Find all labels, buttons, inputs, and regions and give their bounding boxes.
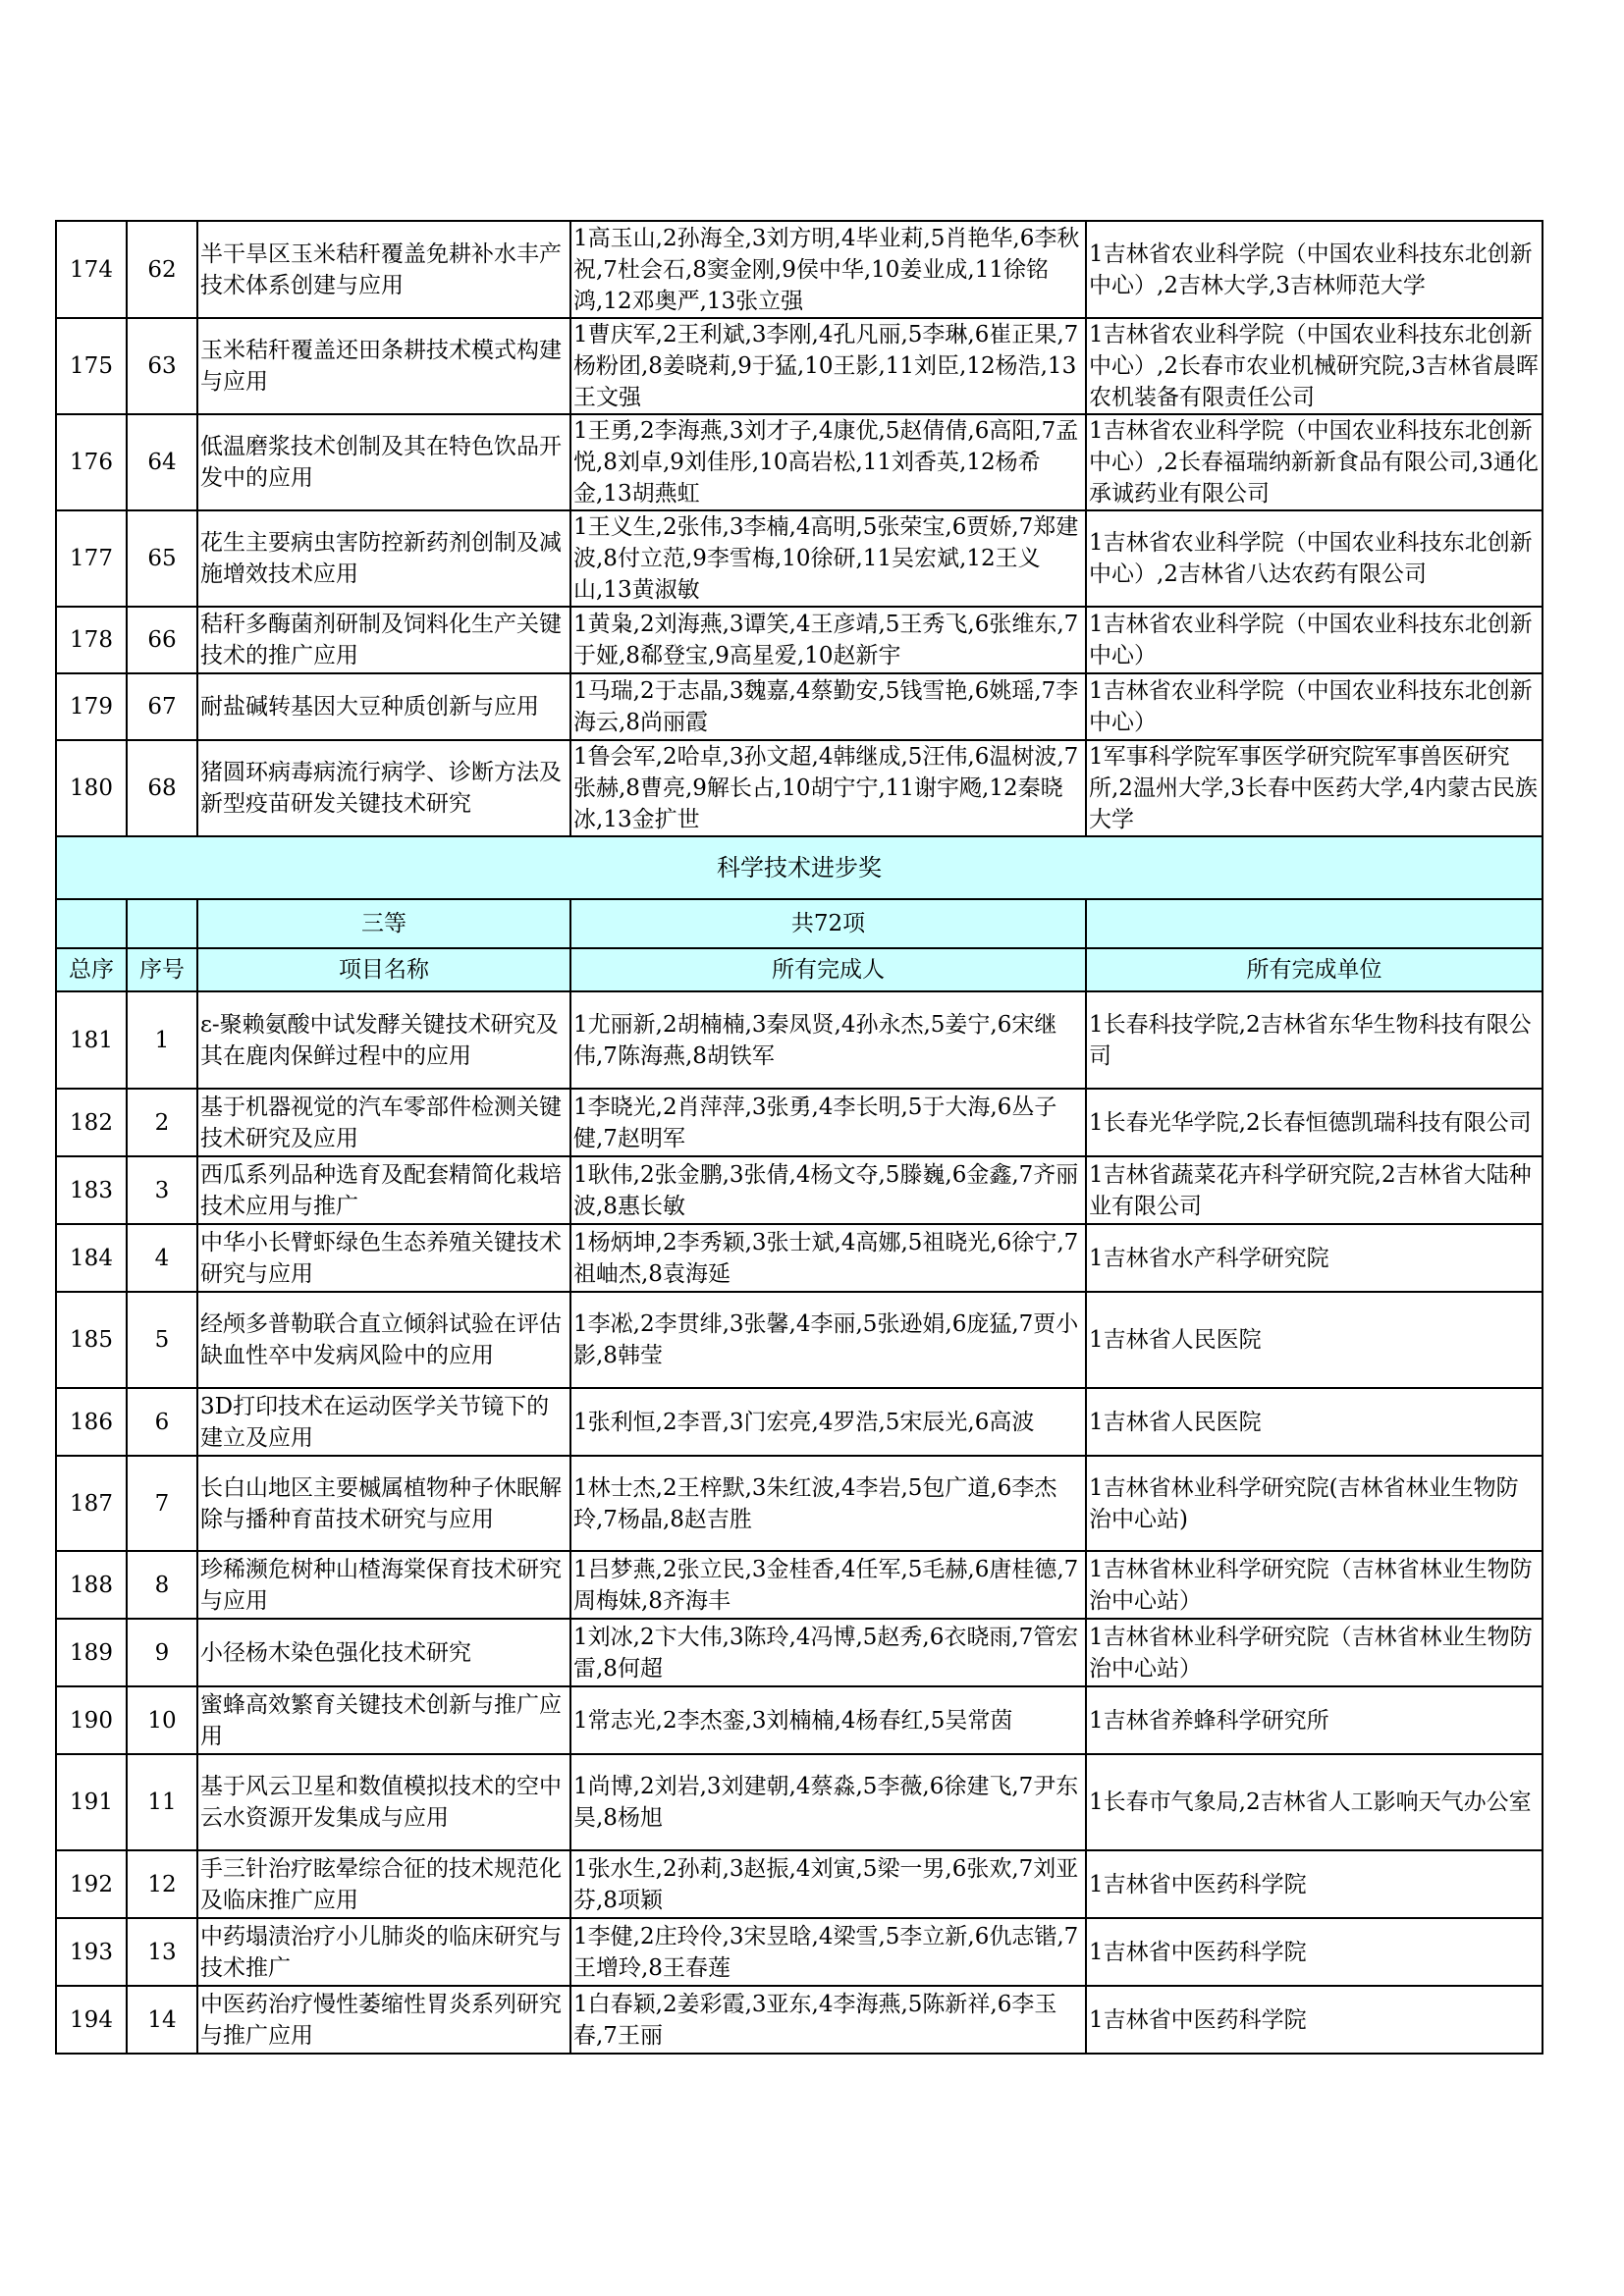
cell-project-name: 花生主要病虫害防控新药剂创制及减施增效技术应用 — [197, 510, 570, 607]
cell-people: 1杨炳坤,2李秀颖,3张士斌,4高娜,5祖晓光,6徐宁,7祖岫杰,8袁海延 — [570, 1224, 1086, 1292]
cell-people: 1李健,2庄玲伶,3宋昱晗,4梁雪,5李立新,6仇志锴,7王增玲,8王春莲 — [570, 1918, 1086, 1986]
header-name: 项目名称 — [197, 948, 570, 991]
cell-seq: 7 — [127, 1456, 197, 1551]
cell-seq: 3 — [127, 1156, 197, 1224]
cell-seq: 8 — [127, 1551, 197, 1619]
cell-units: 1吉林省农业科学院（中国农业科技东北创新中心） — [1086, 607, 1543, 673]
cell-total: 177 — [56, 510, 127, 607]
cell-people: 1常志光,2李杰銮,3刘楠楠,4杨春红,5吴常茵 — [570, 1686, 1086, 1754]
table-row — [56, 221, 1543, 318]
cell-units: 1吉林省中医药科学院 — [1086, 1850, 1543, 1918]
header-seq: 序号 — [127, 948, 197, 991]
cell-project-name: 低温磨浆技术创制及其在特色饮品开发中的应用 — [197, 414, 570, 510]
cell-people: 1尚博,2刘岩,3刘建朝,4蔡淼,5李薇,6徐建飞,7尹东昊,8杨旭 — [570, 1754, 1086, 1850]
cell-total: 192 — [56, 1850, 127, 1918]
cell-total: 190 — [56, 1686, 127, 1754]
cell-people: 1李凇,2李贯绯,3张馨,4李丽,5张逊娟,6庞猛,7贾小影,8韩莹 — [570, 1292, 1086, 1388]
cell-project-name: 基于机器视觉的汽车零部件检测关键技术研究及应用 — [197, 1089, 570, 1156]
cell-units: 1吉林省养蜂科学研究所 — [1086, 1686, 1543, 1754]
cell-people: 1曹庆军,2王利斌,3李刚,4孔凡丽,5李琳,6崔正果,7杨粉团,8姜晓莉,9于猛,10王影,11刘臣,12杨浩,13王文强 — [570, 318, 1086, 414]
cell-units: 1吉林省农业科学院（中国农业科技东北创新中心） — [1086, 673, 1543, 740]
cell-project-name: 基于风云卫星和数值模拟技术的空中云水资源开发集成与应用 — [197, 1754, 570, 1850]
table-row — [56, 1224, 1543, 1292]
section-banner-row — [56, 836, 1543, 899]
cell-seq: 9 — [127, 1619, 197, 1686]
cell-units: 1吉林省农业科学院（中国农业科技东北创新中心）,2长春市农业机械研究院,3吉林省晨晖农机装备有限责任公司 — [1086, 318, 1543, 414]
cell-total: 178 — [56, 607, 127, 673]
cell-total: 185 — [56, 1292, 127, 1388]
cell-seq: 5 — [127, 1292, 197, 1388]
cell-total: 181 — [56, 991, 127, 1089]
cell-total: 193 — [56, 1918, 127, 1986]
award-category-title: 科学技术进步奖 — [56, 836, 1543, 899]
cell-seq: 2 — [127, 1089, 197, 1156]
cell-project-name: 蜜蜂高效繁育关键技术创新与推广应用 — [197, 1686, 570, 1754]
cell-people: 1马瑞,2于志晶,3魏嘉,4蔡勤安,5钱雪艳,6姚瑶,7李海云,8尚丽霞 — [570, 673, 1086, 740]
cell-seq: 66 — [127, 607, 197, 673]
table-row — [56, 1754, 1543, 1850]
cell-people: 1鲁会军,2哈卓,3孙文超,4韩继成,5汪伟,6温树波,7张赫,8曹亮,9解长占,10胡宁宁,11谢宇飏,12秦晓冰,13金扩世 — [570, 740, 1086, 836]
grade-blank-cell — [127, 899, 197, 948]
cell-people: 1白春颖,2姜彩霞,3亚东,4李海燕,5陈新祥,6李玉春,7王丽 — [570, 1986, 1086, 2054]
cell-total: 194 — [56, 1986, 127, 2054]
cell-seq: 1 — [127, 991, 197, 1089]
cell-people: 1林士杰,2王梓默,3朱红波,4李岩,5包广道,6李杰玲,7杨晶,8赵吉胜 — [570, 1456, 1086, 1551]
cell-units: 1吉林省林业科学研究院（吉林省林业生物防治中心站） — [1086, 1619, 1543, 1686]
table-row — [56, 607, 1543, 673]
cell-units: 1吉林省中医药科学院 — [1086, 1918, 1543, 1986]
cell-people: 1尤丽新,2胡楠楠,3秦凤贤,4孙永杰,5姜宁,6宋继伟,7陈海燕,8胡铁军 — [570, 991, 1086, 1089]
header-total: 总序 — [56, 948, 127, 991]
column-header-row — [56, 948, 1543, 991]
cell-seq: 14 — [127, 1986, 197, 2054]
cell-units: 1吉林省农业科学院（中国农业科技东北创新中心）,2吉林省八达农药有限公司 — [1086, 510, 1543, 607]
cell-project-name: 珍稀濒危树种山楂海棠保育技术研究与应用 — [197, 1551, 570, 1619]
cell-people: 1王义生,2张伟,3李楠,4高明,5张荣宝,6贾娇,7郑建波,8付立范,9李雪梅,10徐研,11吴宏斌,12王义山,13黄淑敏 — [570, 510, 1086, 607]
cell-total: 182 — [56, 1089, 127, 1156]
cell-units: 1吉林省林业科学研究院(吉林省林业生物防治中心站) — [1086, 1456, 1543, 1551]
cell-units: 1吉林省农业科学院（中国农业科技东北创新中心）,2长春福瑞纳新新食品有限公司,3通化承诚药业有限公司 — [1086, 414, 1543, 510]
cell-total: 176 — [56, 414, 127, 510]
cell-project-name: 3D打印技术在运动医学关节镜下的建立及应用 — [197, 1388, 570, 1456]
table-row — [56, 318, 1543, 414]
cell-project-name: 经颅多普勒联合直立倾斜试验在评估缺血性卒中发病风险中的应用 — [197, 1292, 570, 1388]
cell-project-name: 中医药治疗慢性萎缩性胃炎系列研究与推广应用 — [197, 1986, 570, 2054]
cell-project-name: 中药塌渍治疗小儿肺炎的临床研究与技术推广 — [197, 1918, 570, 1986]
cell-units: 1长春科技学院,2吉林省东华生物科技有限公司 — [1086, 991, 1543, 1089]
cell-units: 1吉林省蔬菜花卉科学研究院,2吉林省大陆种业有限公司 — [1086, 1156, 1543, 1224]
cell-project-name: 小径杨木染色强化技术研究 — [197, 1619, 570, 1686]
cell-total: 188 — [56, 1551, 127, 1619]
table-row — [56, 1918, 1543, 1986]
table-row — [56, 1850, 1543, 1918]
cell-units: 1吉林省人民医院 — [1086, 1388, 1543, 1456]
cell-seq: 63 — [127, 318, 197, 414]
cell-total: 184 — [56, 1224, 127, 1292]
cell-seq: 68 — [127, 740, 197, 836]
cell-people: 1张水生,2孙莉,3赵振,4刘寅,5梁一男,6张欢,7刘亚芬,8项颖 — [570, 1850, 1086, 1918]
cell-units: 1吉林省农业科学院（中国农业科技东北创新中心）,2吉林大学,3吉林师范大学 — [1086, 221, 1543, 318]
cell-units: 1吉林省林业科学研究院（吉林省林业生物防治中心站） — [1086, 1551, 1543, 1619]
cell-units: 1长春光华学院,2长春恒德凯瑞科技有限公司 — [1086, 1089, 1543, 1156]
cell-people: 1耿伟,2张金鹏,3张倩,4杨文夺,5滕巍,6金鑫,7齐丽波,8惠长敏 — [570, 1156, 1086, 1224]
cell-units: 1吉林省中医药科学院 — [1086, 1986, 1543, 2054]
cell-people: 1刘冰,2卞大伟,3陈玲,4冯博,5赵秀,6衣晓雨,7管宏雷,8何超 — [570, 1619, 1086, 1686]
table-row — [56, 1456, 1543, 1551]
table-row — [56, 1292, 1543, 1388]
table-row — [56, 740, 1543, 836]
cell-total: 179 — [56, 673, 127, 740]
cell-seq: 64 — [127, 414, 197, 510]
cell-project-name: ε-聚赖氨酸中试发酵关键技术研究及其在鹿肉保鲜过程中的应用 — [197, 991, 570, 1089]
cell-people: 1高玉山,2孙海全,3刘方明,4毕业莉,5肖艳华,6李秋祝,7杜会石,8窦金刚,9侯中华,10姜业成,11徐铭鸿,12邓奥严,13张立强 — [570, 221, 1086, 318]
cell-people: 1张利恒,2李晋,3门宏亮,4罗浩,5宋辰光,6高波 — [570, 1388, 1086, 1456]
table-row — [56, 1551, 1543, 1619]
cell-total: 187 — [56, 1456, 127, 1551]
table-row — [56, 510, 1543, 607]
table-row — [56, 1388, 1543, 1456]
header-people: 所有完成人 — [570, 948, 1086, 991]
cell-seq: 65 — [127, 510, 197, 607]
cell-total: 183 — [56, 1156, 127, 1224]
table-row — [56, 1619, 1543, 1686]
cell-seq: 62 — [127, 221, 197, 318]
cell-project-name: 手三针治疗眩晕综合征的技术规范化及临床推广应用 — [197, 1850, 570, 1918]
item-count: 共72项 — [570, 899, 1086, 948]
cell-project-name: 猪圆环病毒病流行病学、诊断方法及新型疫苗研发关键技术研究 — [197, 740, 570, 836]
cell-total: 175 — [56, 318, 127, 414]
cell-units: 1长春市气象局,2吉林省人工影响天气办公室 — [1086, 1754, 1543, 1850]
cell-project-name: 玉米秸秆覆盖还田条耕技术模式构建与应用 — [197, 318, 570, 414]
cell-people: 1吕梦燕,2张立民,3金桂香,4任军,5毛赫,6唐桂德,7周梅妹,8齐海丰 — [570, 1551, 1086, 1619]
cell-seq: 11 — [127, 1754, 197, 1850]
cell-total: 174 — [56, 221, 127, 318]
cell-total: 191 — [56, 1754, 127, 1850]
cell-project-name: 半干旱区玉米秸秆覆盖免耕补水丰产技术体系创建与应用 — [197, 221, 570, 318]
cell-project-name: 长白山地区主要槭属植物种子休眠解除与播种育苗技术研究与应用 — [197, 1456, 570, 1551]
cell-project-name: 中华小长臂虾绿色生态养殖关键技术研究与应用 — [197, 1224, 570, 1292]
cell-seq: 67 — [127, 673, 197, 740]
cell-project-name: 耐盐碱转基因大豆种质创新与应用 — [197, 673, 570, 740]
grade-label: 三等 — [197, 899, 570, 948]
table-row — [56, 1686, 1543, 1754]
cell-total: 189 — [56, 1619, 127, 1686]
cell-units: 1吉林省人民医院 — [1086, 1292, 1543, 1388]
cell-units: 1吉林省水产科学研究院 — [1086, 1224, 1543, 1292]
cell-units: 1军事科学院军事医学研究院军事兽医研究所,2温州大学,3长春中医药大学,4内蒙古民族大学 — [1086, 740, 1543, 836]
cell-people: 1黄枭,2刘海燕,3谭笑,4王彦靖,5王秀飞,6张维东,7于娅,8郗登宝,9高星爱,10赵新宇 — [570, 607, 1086, 673]
table-row — [56, 414, 1543, 510]
cell-seq: 4 — [127, 1224, 197, 1292]
grade-blank-cell — [56, 899, 127, 948]
grade-blank-cell — [1086, 899, 1543, 948]
cell-people: 1王勇,2李海燕,3刘才子,4康优,5赵倩倩,6高阳,7孟悦,8刘卓,9刘佳彤,10高岩松,11刘香英,12杨希金,13胡燕虹 — [570, 414, 1086, 510]
header-units: 所有完成单位 — [1086, 948, 1543, 991]
cell-people: 1李晓光,2肖萍萍,3张勇,4李长明,5于大海,6丛子健,7赵明军 — [570, 1089, 1086, 1156]
table-row — [56, 1089, 1543, 1156]
cell-project-name: 秸秆多酶菌剂研制及饲料化生产关键技术的推广应用 — [197, 607, 570, 673]
table-row — [56, 1986, 1543, 2054]
cell-seq: 12 — [127, 1850, 197, 1918]
cell-seq: 10 — [127, 1686, 197, 1754]
table-row — [56, 991, 1543, 1089]
cell-project-name: 西瓜系列品种选育及配套精简化栽培技术应用与推广 — [197, 1156, 570, 1224]
awards-table — [55, 220, 1543, 2055]
table-row — [56, 1156, 1543, 1224]
cell-seq: 6 — [127, 1388, 197, 1456]
grade-row — [56, 899, 1543, 948]
table-row — [56, 673, 1543, 740]
cell-seq: 13 — [127, 1918, 197, 1986]
cell-total: 186 — [56, 1388, 127, 1456]
cell-total: 180 — [56, 740, 127, 836]
